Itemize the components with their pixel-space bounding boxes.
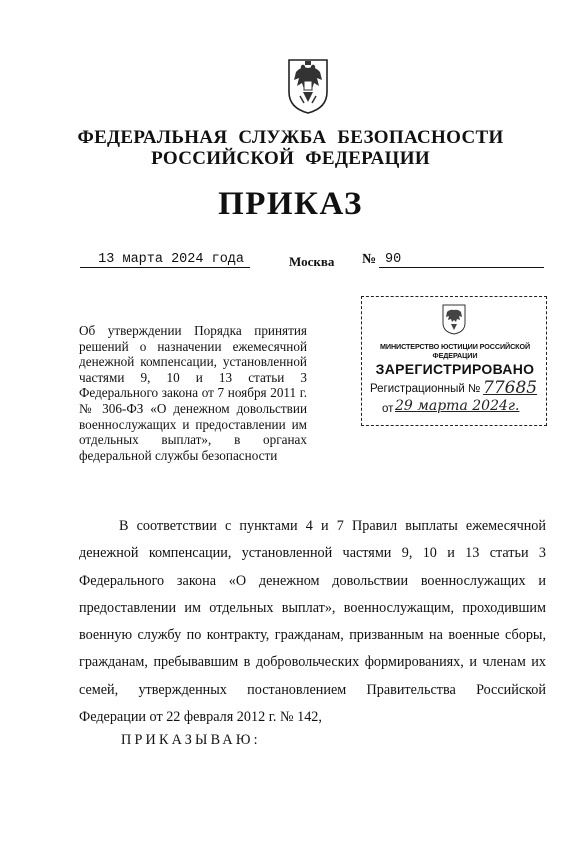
organization-line-1: ФЕДЕРАЛЬНАЯ СЛУЖБА БЕЗОПАСНОСТИ	[77, 127, 504, 148]
stamp-status: ЗАРЕГИСТРИРОВАНО	[375, 361, 535, 377]
stamp-reg-number: 77685	[483, 378, 538, 398]
order-word: ПРИКАЗЫВАЮ:	[121, 732, 261, 748]
document-type: ПРИКАЗ	[218, 186, 363, 222]
registration-stamp	[361, 296, 547, 426]
coat-of-arms-icon	[286, 56, 330, 114]
preamble-paragraph: В соответствии с пунктами 4 и 7 Правил выплаты ежемесячной денежной компенсации, установленной частями 9, 10 и 13 статьи 3 Федерального закона «О денежном довольствии военнослужащих и предоставлении им отдельных выплат», военнослужащим, проходившим военную службу по контракту, гражданам, призванным на военные сборы, гражданам, пребывавшим в добровольческих формированиях, и членам их семей, утвержденных постановлением Правительства Российской Федерации от 22 февраля 2012 г. № 142,	[79, 518, 546, 726]
stamp-date-label: от	[382, 403, 394, 415]
order-city: Москва	[289, 254, 335, 269]
order-number: 90	[379, 252, 544, 268]
organization-line-2: РОССИЙСКОЙ ФЕДЕРАЦИИ	[151, 148, 430, 169]
stamp-reg-label: Регистрационный №	[370, 383, 481, 395]
order-date: 13 марта 2024 года	[80, 252, 250, 268]
order-subject: Об утверждении Порядка принятия решений о назначении ежемесячной денежной компенсации, установленной частями 9, 10 и 13 статьи 3 Федерального закона от 7 ноября 2011 г. № 306-ФЗ «О денежном довольствии военнослужащих и предоставлении им отдельных выплат», в органах федеральной службы безопасности	[79, 323, 307, 463]
stamp-coat-of-arms-icon	[441, 303, 467, 335]
stamp-ministry: МИНИСТЕРСТВО ЮСТИЦИИ РОССИЙСКОЙ ФЕДЕРАЦИИ	[379, 342, 531, 360]
organization-name	[0, 127, 581, 169]
stamp-date-value: 29 марта 2024г.	[395, 398, 520, 414]
number-sign: №	[362, 252, 377, 267]
